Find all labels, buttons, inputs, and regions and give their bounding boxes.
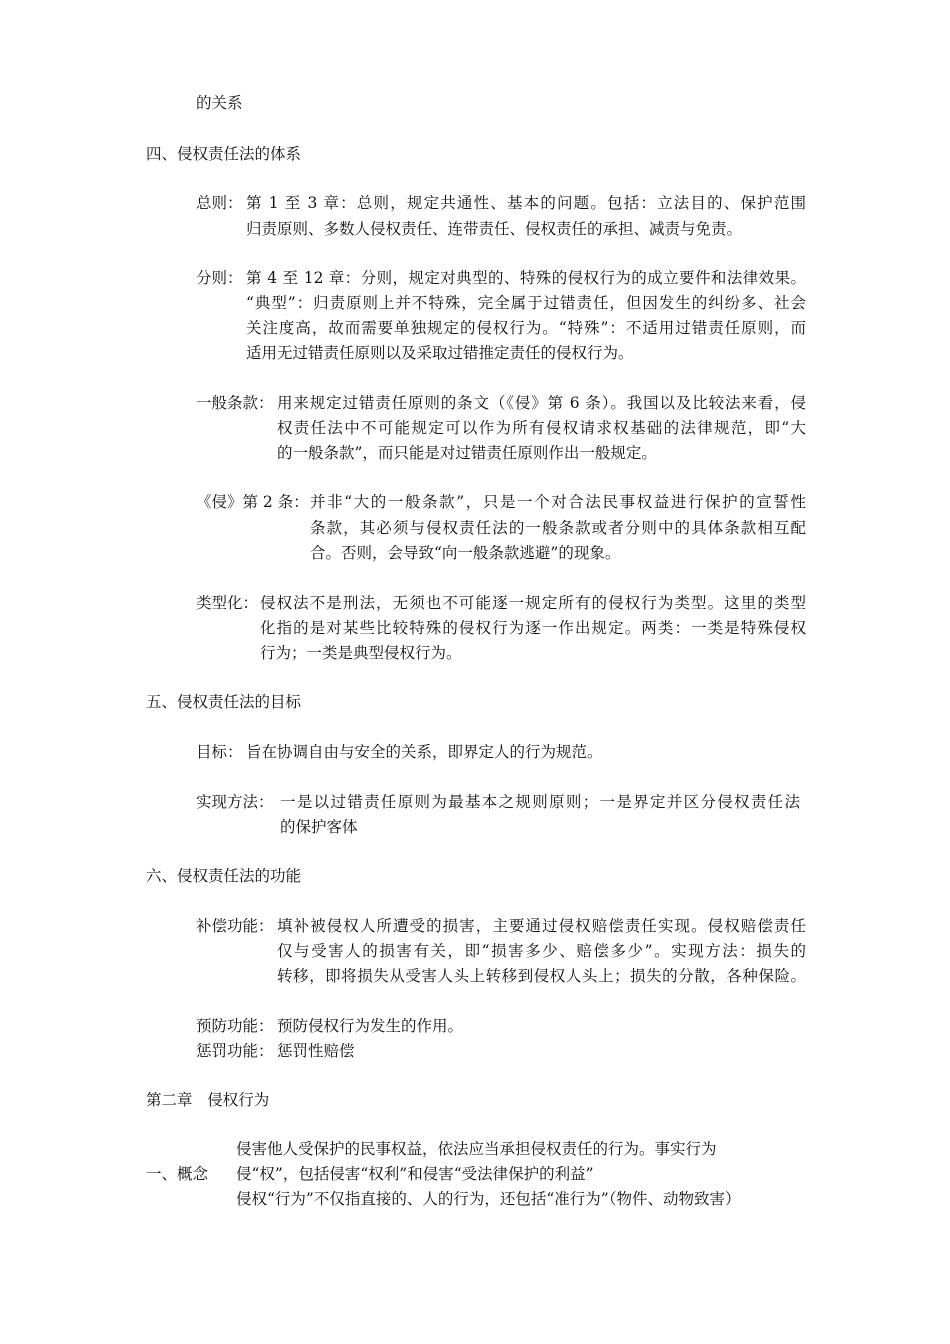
method-label: 实现方法：	[196, 793, 274, 811]
section-heading-6: 六、侵权责任法的功能	[146, 867, 302, 885]
prevention-text: 预防侵权行为发生的作用。	[277, 1017, 464, 1035]
typing-line-1: 侵权法不是刑法，无须也不可能逐一规定所有的侵权行为类型。这里的类型	[260, 594, 806, 612]
general-clause-line-2: 权责任法中不可能规定可以作为所有侵权请求权基础的法律规范，即“大	[277, 419, 806, 437]
general-clause-line-1: 用来规定过错责任原则的条文（《侵》第 6 条）。我国以及比较法来看，侵	[277, 394, 806, 412]
general-line-2: 归责原则、多数人侵权责任、连带责任、侵权责任的承担、减责与免责。	[246, 220, 743, 238]
article-2-label: 《侵》第 2 条：	[196, 493, 309, 511]
specific-line-2: “典型”：归责原则上并不特殊，完全属于过错责任，但因发生的纠纷多、社会	[246, 294, 806, 312]
article-2-line-1: 并非“大的一般条款”，只是一个对合法民事权益进行保护的宣誓性	[310, 493, 806, 511]
typing-line-2: 化指的是对某些比较特殊的侵权行为逐一作出规定。两类：一类是特殊侵权	[260, 619, 806, 637]
compensation-line-3: 转移，即将损失从受害人头上转移到侵权人头上；损失的分散，各种保险。	[277, 967, 806, 985]
goal-label: 目标：	[196, 743, 243, 761]
section-heading-4: 四、侵权责任法的体系	[146, 145, 302, 163]
compensation-label: 补偿功能：	[196, 917, 274, 935]
prevention-label: 预防功能：	[196, 1017, 274, 1035]
article-2-line-3: 合。否则，会导致“向一般条款逃避”的现象。	[310, 544, 621, 562]
specific-line-1: 第 4 至 12 章：分则，规定对典型的、特殊的侵权行为的成立要件和法律效果。	[246, 269, 806, 287]
concept-line-2: 侵“权”，包括侵害“权利”和侵害“受法律保护的利益”	[236, 1165, 594, 1183]
compensation-line-2: 仅与受害人的损害有关，即“损害多少、赔偿多少”。实现方法：损失的	[277, 942, 806, 960]
continuation-text: 的关系	[196, 94, 243, 112]
article-2-line-2: 条款，其必须与侵权责任法的一般条款或者分则中的具体条款相互配	[310, 519, 806, 537]
punishment-label: 惩罚功能：	[196, 1042, 274, 1060]
specific-line-4: 适用无过错责任原则以及采取过错推定责任的侵权行为。	[246, 344, 634, 362]
general-label: 总则：	[196, 194, 243, 212]
concept-label: 一、概念	[146, 1165, 209, 1183]
general-line-1: 第 1 至 3 章：总则，规定共通性、基本的问题。包括：立法目的、保护范围	[246, 194, 806, 212]
typing-label: 类型化：	[196, 594, 259, 612]
chapter-heading: 第二章 侵权行为	[146, 1091, 270, 1109]
concept-line-1: 侵害他人受保护的民事权益，依法应当承担侵权责任的行为。事实行为	[236, 1140, 717, 1158]
general-clause-label: 一般条款：	[196, 394, 274, 412]
compensation-line-1: 填补被侵权人所遭受的损害，主要通过侵权赔偿责任实现。侵权赔偿责任	[277, 917, 806, 935]
specific-line-3: 关注度高，故而需要单独规定的侵权行为。“特殊”：不适用过错责任原则，而	[246, 319, 806, 337]
method-line-1: 一是以过错责任原则为最基本之规则原则；一是界定并区分侵权责任法	[280, 793, 800, 811]
concept-line-3: 侵权“行为”不仅指直接的、人的行为，还包括“准行为”（物件、动物致害）	[236, 1190, 741, 1208]
typing-line-3: 行为；一类是典型侵权行为。	[260, 644, 462, 662]
general-clause-line-3: 的一般条款”，而只能是对过错责任原则作出一般规定。	[277, 444, 657, 462]
punishment-text: 惩罚性赔偿	[277, 1042, 355, 1060]
goal-text: 旨在协调自由与安全的关系，即界定人的行为规范。	[246, 743, 603, 761]
specific-label: 分则：	[196, 269, 243, 287]
method-line-2: 的保护客体	[280, 818, 358, 836]
section-heading-5: 五、侵权责任法的目标	[146, 693, 302, 711]
